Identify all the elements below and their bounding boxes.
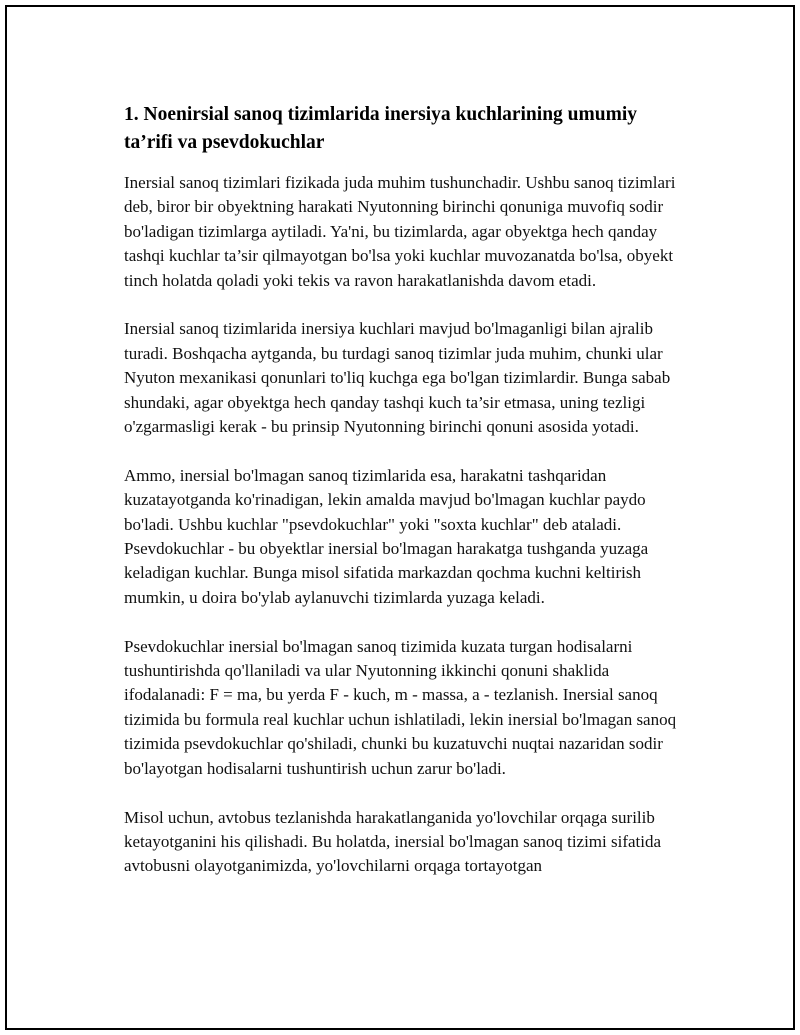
paragraph-1: Inersial sanoq tizimlari fizikada juda muhim tushunchadir. Ushbu sanoq tizimlari deb, biror bir obyektning harakati Nyutonning birinchi qonuniga muvofiq sodir bo'ladigan tizimlarga aytiladi. Ya'ni, bu tizimlarda, agar obyektga hech qanday tashqi kuchlar ta’sir qilmayotgan bo'lsa yoki kuchlar muvozanatda bo'lsa, obyekt tinch holatda qoladi yoki tekis va ravon harakatlanishda davom etadi. (124, 173, 676, 290)
document-body (124, 101, 690, 903)
paragraph-5: Misol uchun, avtobus tezlanishda harakatlanganida yo'lovchilar orqaga surilib ketayotganini his qilishadi. Bu holatda, inersial bo'lmagan sanoq tizimi sifatida avtobusni olayotganimizda, yo'lovchilarni orqaga tortayotgan (124, 807, 662, 876)
page-border (5, 5, 795, 1030)
section-heading: 1. Noenirsial sanoq tizimlarida inersiya kuchlarining umumiy ta’rifi va psevdokuchlar (124, 104, 638, 153)
paragraph-2: Inersial sanoq tizimlarida inersiya kuchlari mavjud bo'lmaganligi bilan ajralib turadi. Boshqacha aytganda, bu turdagi sanoq tizimlar juda muhim, chunki ular Nyuton mexanikasi qonunlari to'liq kuchga ega bo'lgan tizimlardir. Bunga sabab shundaki, agar obyektga hech qanday tashqi kuch ta’sir etmasa, uning tezligi o'zgarmasligi kerak - bu prinsip Nyutonning birinchi qonuni asosida yotadi. (124, 319, 671, 437)
paragraph-4: Psevdokuchlar inersial bo'lmagan sanoq tizimida kuzata turgan hodisalarni tushuntirishda qo'llaniladi va ular Nyutonning ikkinchi qonuni shaklida ifodalanadi: F = ma, bu yerda F - kuch, m - massa, a - tezlanish. Inersial sanoq tizimida bu formula real kuchlar uchun ishlatiladi, lekin inersial bo'lmagan sanoq tizimida psevdokuchlar qo'shiladi, chunki bu kuzatuvchi nuqtai nazaridan sodir bo'layotgan hodisalarni tushuntirish uchun zarur bo'ladi. (124, 636, 677, 778)
paragraph-3: Ammo, inersial bo'lmagan sanoq tizimlarida esa, harakatni tashqaridan kuzatayotganda ko'rinadigan, lekin amalda mavjud bo'lmagan kuchlar paydo bo'ladi. Ushbu kuchlar "psevdokuchlar" yoki "soxta kuchlar" deb ataladi. Psevdokuchlar - bu obyektlar inersial bo'lmagan harakatga tushganda yuzaga keladigan kuchlar. Bunga misol sifatida markazdan qochma kuchni keltirish mumkin, u doira bo'ylab aylanuvchi tizimlarda yuzaga keladi. (124, 465, 649, 607)
